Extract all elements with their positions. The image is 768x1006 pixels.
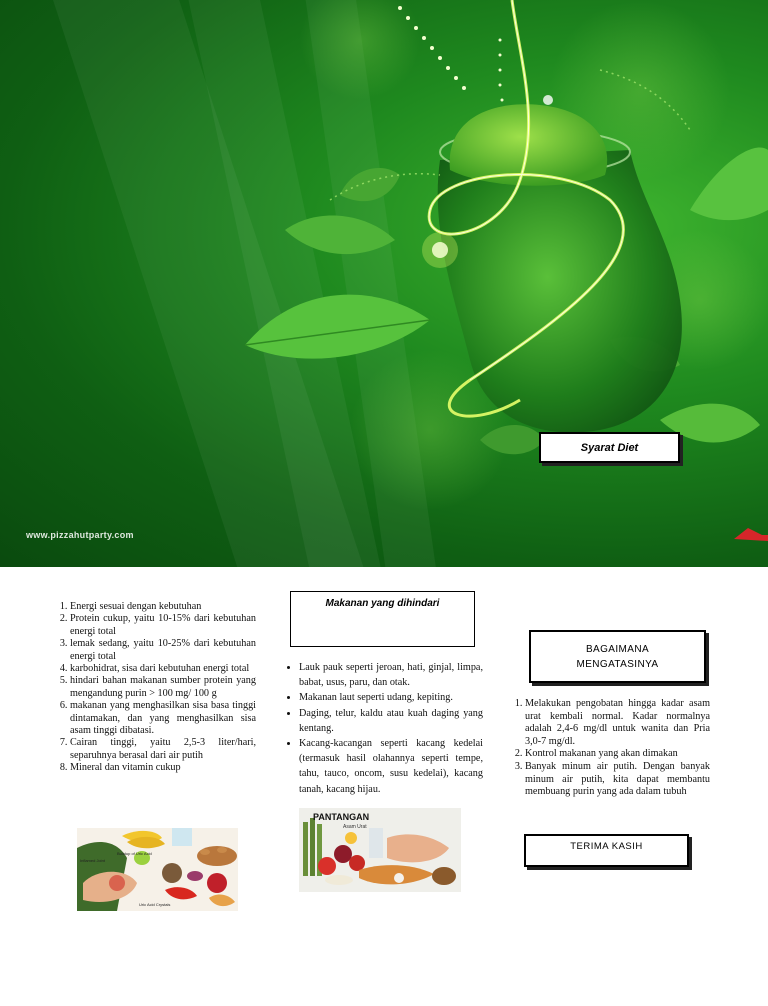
list-item: 1. Melakukan pengobatan hingga kadar asam urat kembali normal. Kadar normalnya adalah 2,4-6 mg/dl untuk wanita dan Pria 3,0-7 mg/dl. xyxy=(525,698,710,748)
list-item: 5. hindari bahan makanan sumber protein yang mengandung purin > 100 mg/ 100 g xyxy=(70,675,256,700)
list-item: 4. karbohidrat, sisa dari kebutuhan energi total xyxy=(70,663,256,675)
gout-foods-illustration xyxy=(77,828,238,911)
list-item: 3. lemak sedang, yaitu 10-25% dari kebutuhan energi total xyxy=(70,638,256,663)
howto-list xyxy=(507,698,710,799)
closing-message: TERIMA KASIH xyxy=(524,834,689,867)
list-item: 1. Energi sesuai dengan kebutuhan xyxy=(70,601,256,613)
list-item: 8. Mineral dan vitamin cukup xyxy=(70,762,256,774)
diet-requirements-list xyxy=(54,601,256,775)
list-item: • Makanan laut seperti udang, kepiting. xyxy=(299,690,483,705)
image-caption: Inflamed Joint xyxy=(80,858,105,863)
gout-foods-image xyxy=(77,828,238,911)
list-item: • Kacang-kacangan seperti kacang kedelai (termasuk hasil olahannya seperti tempe, tahu, tauco, oncom, susu kedelai), kacang tanah, kacang hijau. xyxy=(299,736,483,797)
avoid-foods-list xyxy=(283,660,483,797)
list-item: 2. Kontrol makanan yang akan dimakan xyxy=(525,748,710,761)
avoid-foods-title: Makanan yang dihindari xyxy=(290,591,475,647)
list-item: 7. Cairan tinggi, yaitu 2,5-3 liter/hari, separuhnya berasal dari air putih xyxy=(70,737,256,762)
image-subtitle: Asam Urat xyxy=(343,824,367,830)
pizza-hut-logo-icon xyxy=(728,525,768,543)
list-item: • Lauk pauk seperti jeroan, hati, ginjal, limpa, babat, usus, paru, dan otak. xyxy=(299,660,483,690)
list-item: 3. Banyak minum air putih. Dengan banyak minum air putih, kita dapat membantu membuang purin yang ada dalam tubuh xyxy=(525,761,710,799)
image-title: PANTANGAN xyxy=(313,812,370,822)
howto-title xyxy=(529,630,706,683)
cover-title: Syarat Diet xyxy=(539,432,680,463)
pantangan-image xyxy=(299,808,461,892)
list-item: • Daging, telur, kaldu atau kuah daging yang kentang. xyxy=(299,706,483,736)
watermark-url: www.pizzahutparty.com xyxy=(26,530,134,540)
howto-title-text: BAGAIMANA MENGATASINYA xyxy=(576,644,659,670)
image-caption: Buildup of Uric Acid xyxy=(117,851,152,856)
image-caption: Uric Acid Crystals xyxy=(139,902,171,907)
list-item: 2. Protein cukup, yaitu 10-15% dari kebutuhan energi total xyxy=(70,613,256,638)
list-item: 6. makanan yang menghasilkan sisa basa tinggi dintamakan, dan yang menghasilkan sisa asam tinggi dibatasi. xyxy=(70,700,256,737)
